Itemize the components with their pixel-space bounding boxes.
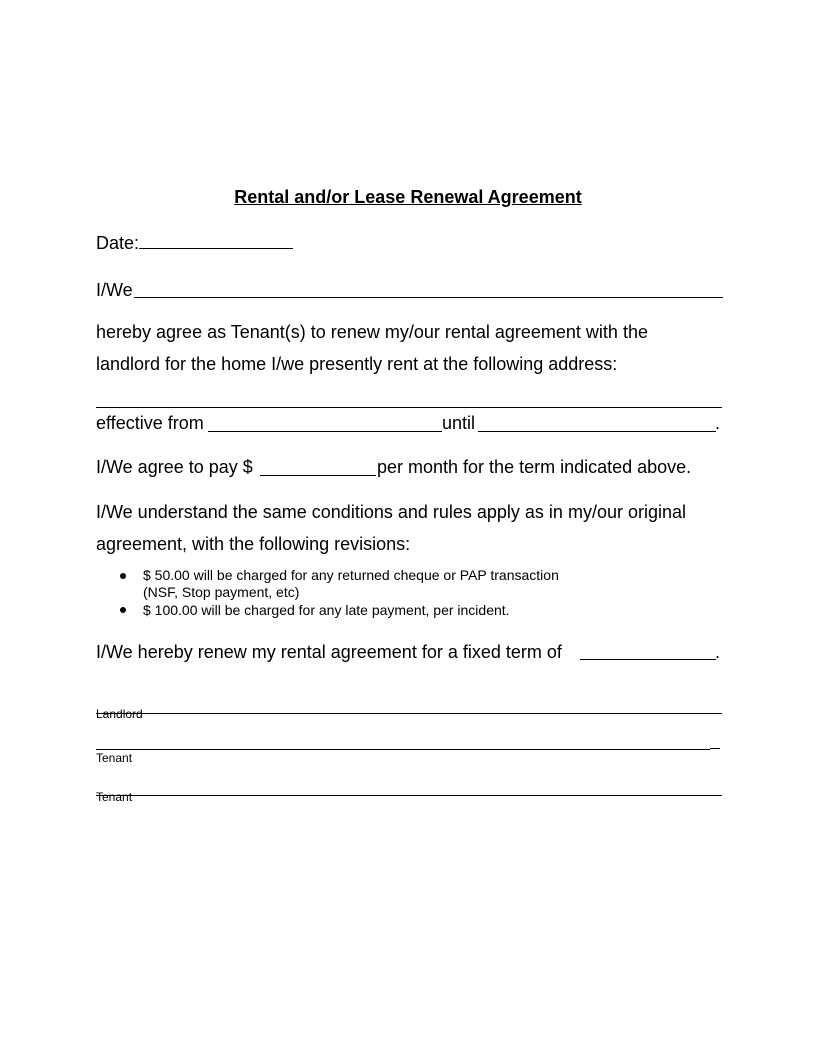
fixed-term-blank[interactable] [580, 659, 716, 660]
until-label: until [442, 413, 476, 433]
tenant-1-signature-line-end [710, 748, 720, 749]
pay-prefix: I/We agree to pay $ [96, 457, 253, 477]
tenant-names-row [96, 279, 133, 301]
tenant-1-signature-line[interactable] [96, 749, 710, 750]
revision-1-line-2: (NSF, Stop payment, etc) [143, 584, 300, 600]
effective-period: . [715, 413, 721, 433]
renew-period: . [715, 642, 721, 662]
date-blank[interactable] [139, 232, 293, 249]
tenant-1-label: Tenant [96, 751, 133, 765]
understand-line-2: agreement, with the following revisions: [96, 534, 411, 554]
revision-2-line-1: $ 100.00 will be charged for any late payment, per incident. [143, 602, 510, 618]
document-title: Rental and/or Lease Renewal Agreement [234, 187, 582, 207]
pay-suffix: per month for the term indicated above. [377, 457, 692, 477]
bullet-icon [120, 573, 126, 579]
revision-1-line-1: $ 50.00 will be charged for any returned cheque or PAP transaction [143, 567, 559, 583]
date-label: Date: [96, 233, 140, 253]
effective-from-blank[interactable] [208, 431, 442, 432]
understand-line-1: I/We understand the same conditions and rules apply as in my/our original [96, 502, 686, 522]
iwe-label: I/We [96, 280, 133, 300]
address-blank[interactable] [96, 407, 722, 408]
landlord-signature-line[interactable] [96, 713, 722, 714]
until-blank[interactable] [478, 431, 716, 432]
date-field-row [96, 232, 293, 254]
tenant-names-blank[interactable] [134, 297, 723, 298]
tenant-2-signature-line[interactable] [96, 795, 722, 796]
renew-label: I/We hereby renew my rental agreement for a fixed term of [96, 642, 562, 662]
effective-from-label: effective from [96, 413, 204, 433]
landlord-label: Landlord [96, 707, 143, 721]
pay-amount-blank[interactable] [260, 475, 376, 476]
agree-line-2: landlord for the home I/we presently rent at the following address: [96, 354, 618, 374]
agree-line-1: hereby agree as Tenant(s) to renew my/our rental agreement with the [96, 322, 648, 342]
tenant-2-label: Tenant [96, 790, 133, 804]
bullet-icon [120, 607, 126, 613]
